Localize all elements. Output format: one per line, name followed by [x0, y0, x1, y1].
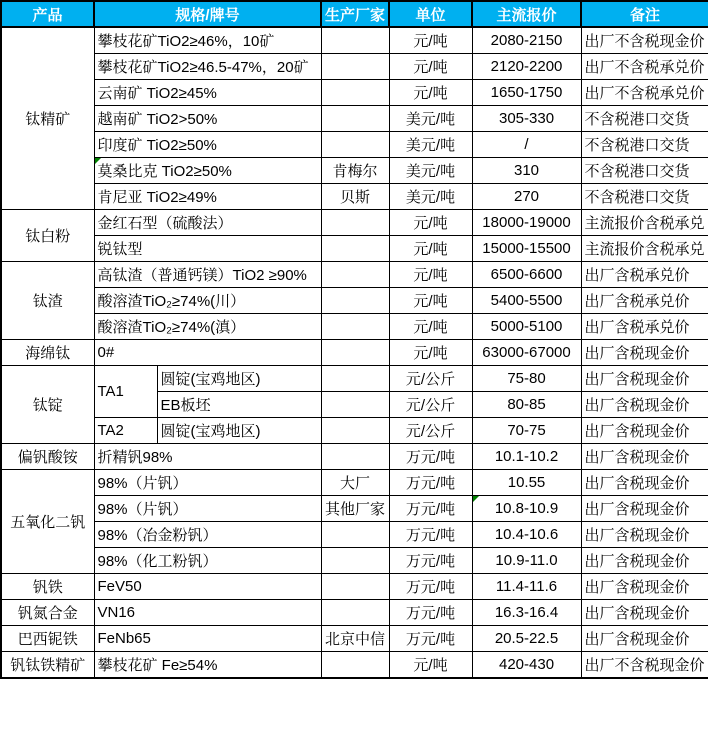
price-cell: 5400-5500: [472, 288, 581, 314]
price-cell: 63000-67000: [472, 340, 581, 366]
table-row: [1, 106, 708, 132]
grade-cell: TA1: [94, 366, 157, 418]
header-maker: 生产厂家: [321, 1, 389, 27]
maker-cell: [321, 548, 389, 574]
unit-cell: 元/吨: [389, 54, 472, 80]
price-cell: 1650-1750: [472, 80, 581, 106]
unit-cell: 元/吨: [389, 652, 472, 679]
table-row: [1, 418, 708, 444]
unit-cell: 美元/吨: [389, 184, 472, 210]
product-cell: 钒铁: [1, 574, 94, 600]
spec-cell: VN16: [94, 600, 321, 626]
note-cell: 出厂不含税承兑价: [581, 54, 708, 80]
product-cell: 钛锭: [1, 366, 94, 444]
product-cell: 钒氮合金: [1, 600, 94, 626]
table-row: [1, 444, 708, 470]
product-cell: 钒钛铁精矿: [1, 652, 94, 679]
maker-cell: [321, 522, 389, 548]
maker-cell: 其他厂家: [321, 496, 389, 522]
table-row: [1, 288, 708, 314]
table-row: [1, 522, 708, 548]
price-cell: 10.1-10.2: [472, 444, 581, 470]
table-row: [1, 236, 708, 262]
unit-cell: 美元/吨: [389, 106, 472, 132]
product-cell: 海绵钛: [1, 340, 94, 366]
note-cell: 出厂不含税现金价: [581, 27, 708, 54]
product-cell: 钛精矿: [1, 27, 94, 210]
unit-cell: 万元/吨: [389, 496, 472, 522]
price-cell: 80-85: [472, 392, 581, 418]
note-cell: 不含税港口交货: [581, 184, 708, 210]
maker-cell: [321, 27, 389, 54]
spec-cell: 酸溶渣TiO₂≥74%(滇）: [94, 314, 321, 340]
unit-cell: 万元/吨: [389, 444, 472, 470]
price-cell: 10.4-10.6: [472, 522, 581, 548]
maker-cell: 大厂: [321, 470, 389, 496]
unit-cell: 万元/吨: [389, 626, 472, 652]
table-row: [1, 54, 708, 80]
note-cell: 出厂含税现金价: [581, 548, 708, 574]
spec-cell: 98%（冶金粉钒）: [94, 522, 321, 548]
spec-cell: 折精钒98%: [94, 444, 321, 470]
price-cell: 70-75: [472, 418, 581, 444]
spec-cell: 圆锭(宝鸡地区): [157, 366, 321, 392]
price-cell: 18000-19000: [472, 210, 581, 236]
spec-cell: 攀枝花矿TiO2≥46%，10矿: [94, 27, 321, 54]
note-cell: 出厂含税现金价: [581, 340, 708, 366]
table-row: [1, 210, 708, 236]
header-spec: 规格/牌号: [94, 1, 321, 27]
spec-cell: 锐钛型: [94, 236, 321, 262]
price-cell: 2080-2150: [472, 27, 581, 54]
unit-cell: 元/吨: [389, 314, 472, 340]
spec-cell: 攀枝花矿TiO2≥46.5-47%，20矿: [94, 54, 321, 80]
unit-cell: 万元/吨: [389, 600, 472, 626]
note-cell: 出厂含税现金价: [581, 522, 708, 548]
spec-cell: 肯尼亚 TiO2≥49%: [94, 184, 321, 210]
table-row: [1, 496, 708, 522]
note-cell: 出厂含税现金价: [581, 496, 708, 522]
table-row: [1, 652, 708, 679]
spec-cell: [94, 158, 321, 184]
spec-cell: 云南矿 TiO2≥45%: [94, 80, 321, 106]
price-cell: 11.4-11.6: [472, 574, 581, 600]
table-row: [1, 132, 708, 158]
product-cell: 钛渣: [1, 262, 94, 340]
table-row: [1, 600, 708, 626]
spec-cell: 印度矿 TiO2≥50%: [94, 132, 321, 158]
table-row: [1, 314, 708, 340]
header-price: 主流报价: [472, 1, 581, 27]
unit-cell: 万元/吨: [389, 574, 472, 600]
maker-cell: [321, 314, 389, 340]
spec-cell: FeNb65: [94, 626, 321, 652]
spec-cell: 金红石型（硫酸法）: [94, 210, 321, 236]
unit-cell: 万元/吨: [389, 522, 472, 548]
maker-cell: 贝斯: [321, 184, 389, 210]
product-cell: 巴西铌铁: [1, 626, 94, 652]
maker-cell: [321, 236, 389, 262]
spec-cell: 98%（片钒）: [94, 496, 321, 522]
maker-cell: [321, 288, 389, 314]
price-cell: 420-430: [472, 652, 581, 679]
price-cell: 270: [472, 184, 581, 210]
unit-cell: 美元/吨: [389, 132, 472, 158]
unit-cell: 元/吨: [389, 340, 472, 366]
table-row: [1, 340, 708, 366]
note-cell: 出厂含税承兑价: [581, 288, 708, 314]
table-row: [1, 548, 708, 574]
table-row: [1, 184, 708, 210]
note-cell: 出厂含税承兑价: [581, 314, 708, 340]
unit-cell: 美元/吨: [389, 158, 472, 184]
note-cell: 出厂含税现金价: [581, 600, 708, 626]
price-cell: 6500-6600: [472, 262, 581, 288]
product-cell: 偏钒酸铵: [1, 444, 94, 470]
maker-cell: [321, 340, 389, 366]
maker-cell: [321, 262, 389, 288]
spec-cell: 圆锭(宝鸡地区): [157, 418, 321, 444]
maker-cell: [321, 210, 389, 236]
table-row: [1, 27, 708, 54]
maker-cell: [321, 392, 389, 418]
table-row: [1, 366, 708, 392]
note-cell: 出厂含税现金价: [581, 444, 708, 470]
price-cell: 15000-15500: [472, 236, 581, 262]
unit-cell: 元/吨: [389, 262, 472, 288]
header-row: [1, 1, 708, 27]
note-cell: 出厂含税现金价: [581, 392, 708, 418]
maker-cell: [321, 80, 389, 106]
maker-cell: [321, 444, 389, 470]
green-corner-marker-icon: [95, 158, 101, 164]
spec-cell: 98%（片钒）: [94, 470, 321, 496]
note-cell: 主流报价含税承兑: [581, 236, 708, 262]
spec-cell: FeV50: [94, 574, 321, 600]
spec-cell: 攀枝花矿 Fe≥54%: [94, 652, 321, 679]
table-row: [1, 626, 708, 652]
note-cell: 主流报价含税承兑: [581, 210, 708, 236]
note-cell: 出厂不含税承兑价: [581, 80, 708, 106]
table-row: [1, 80, 708, 106]
note-cell: 出厂含税现金价: [581, 470, 708, 496]
spec-text: 莫桑比克 TiO2≥50%: [97, 163, 232, 180]
table-row: [1, 574, 708, 600]
price-cell: 5000-5100: [472, 314, 581, 340]
note-cell: 出厂含税现金价: [581, 418, 708, 444]
unit-cell: 元/公斤: [389, 418, 472, 444]
unit-cell: 元/吨: [389, 80, 472, 106]
maker-cell: [321, 418, 389, 444]
note-cell: 出厂不含税现金价: [581, 652, 708, 679]
note-cell: 不含税港口交货: [581, 106, 708, 132]
spec-cell: 酸溶渣TiO₂≥74%(川）: [94, 288, 321, 314]
note-cell: 出厂含税现金价: [581, 626, 708, 652]
header-unit: 单位: [389, 1, 472, 27]
maker-cell: 肯梅尔: [321, 158, 389, 184]
maker-cell: [321, 106, 389, 132]
spec-cell: 高钛渣（普通钙镁）TiO2 ≥90%: [94, 262, 321, 288]
maker-cell: 北京中信: [321, 626, 389, 652]
unit-cell: 万元/吨: [389, 470, 472, 496]
price-text: 10.8-10.9: [494, 500, 559, 517]
price-cell: 305-330: [472, 106, 581, 132]
unit-cell: 元/吨: [389, 210, 472, 236]
maker-cell: [321, 366, 389, 392]
price-cell: 10.55: [472, 470, 581, 496]
header-product: 产品: [1, 1, 94, 27]
maker-cell: [321, 54, 389, 80]
spec-cell: 越南矿 TiO2>50%: [94, 106, 321, 132]
unit-cell: 万元/吨: [389, 548, 472, 574]
maker-cell: [321, 652, 389, 679]
price-cell: [472, 496, 581, 522]
note-cell: 出厂含税现金价: [581, 366, 708, 392]
price-cell: 16.3-16.4: [472, 600, 581, 626]
note-cell: 不含税港口交货: [581, 132, 708, 158]
spec-cell: 98%（化工粉钒）: [94, 548, 321, 574]
price-cell: 20.5-22.5: [472, 626, 581, 652]
price-cell: 310: [472, 158, 581, 184]
note-cell: 不含税港口交货: [581, 158, 708, 184]
note-cell: 出厂含税承兑价: [581, 262, 708, 288]
unit-cell: 元/公斤: [389, 392, 472, 418]
unit-cell: 元/吨: [389, 236, 472, 262]
price-cell: 75-80: [472, 366, 581, 392]
note-cell: 出厂含税现金价: [581, 574, 708, 600]
unit-cell: 元/公斤: [389, 366, 472, 392]
maker-cell: [321, 132, 389, 158]
spec-cell: 0#: [94, 340, 321, 366]
price-cell: 2120-2200: [472, 54, 581, 80]
table-row: [1, 158, 708, 184]
green-corner-marker-icon: [473, 496, 479, 502]
spec-cell: EB板坯: [157, 392, 321, 418]
grade-cell: TA2: [94, 418, 157, 444]
product-cell: 五氧化二钒: [1, 470, 94, 574]
maker-cell: [321, 600, 389, 626]
price-cell: /: [472, 132, 581, 158]
table-row: [1, 470, 708, 496]
unit-cell: 元/吨: [389, 27, 472, 54]
maker-cell: [321, 574, 389, 600]
unit-cell: 元/吨: [389, 288, 472, 314]
table-row: [1, 262, 708, 288]
price-cell: 10.9-11.0: [472, 548, 581, 574]
product-cell: 钛白粉: [1, 210, 94, 262]
header-note: 备注: [581, 1, 708, 27]
